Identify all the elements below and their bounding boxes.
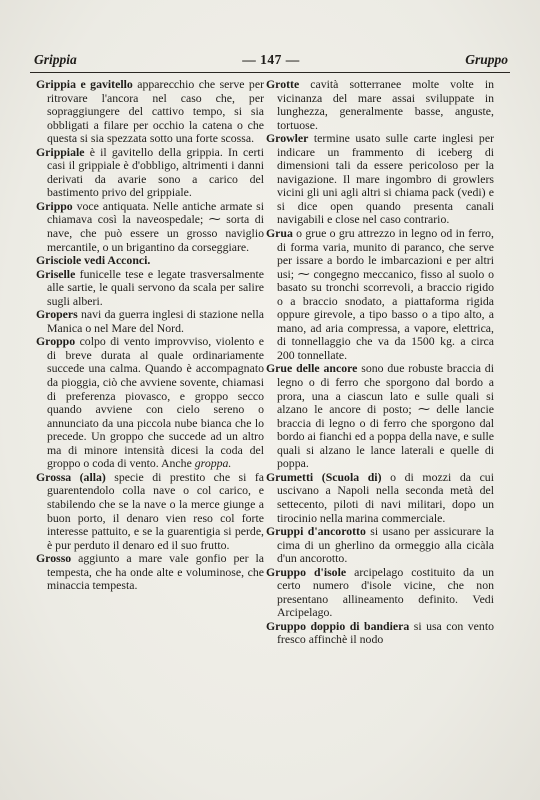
entry-definition: funicelle tese e legate trasversalmente alle sartie, le quali servono da scala per salire sugli alberi. bbox=[47, 266, 264, 308]
left-column bbox=[36, 78, 264, 593]
entry-term: Grue delle ancore bbox=[266, 361, 358, 376]
entry bbox=[36, 471, 264, 552]
entry-definition: colpo di vento improvviso, violento e di breve durata al quale ordinariamente succede una calma. Quando è accompagnato da pioggia, ciò che avviene sovente, chiamasi di preferenza piovasco, e groppo secco quando avviene con cielo sereno o annunciato da una piccola nube bianca che lo precede. Un groppo che succede ad un altro ma di minore intensità dicesi la coda del groppo o coda di vento. Anche bbox=[47, 334, 264, 471]
entry-definition: è il gavitello della grippia. In certi casi il grippiale è d'obbligo, altrimenti i danni derivati da avarie sono a carico del bastimento privo del grippiale. bbox=[47, 144, 264, 200]
header-last-entry: Gruppo bbox=[465, 52, 508, 67]
entry-definition: navi da guerra inglesi di stazione nella Manica o nel Mare del Nord. bbox=[47, 307, 264, 335]
entry-term: Grumetti (Scuola di) bbox=[266, 469, 382, 484]
entry-term: Grippia e gavitello bbox=[36, 77, 133, 91]
entry-italic-tail: groppa. bbox=[194, 456, 232, 471]
entry-term: Gruppo d'isole bbox=[266, 564, 347, 579]
entry bbox=[36, 268, 264, 309]
entry-term: Grotte bbox=[266, 77, 300, 91]
entry-definition: aggiunto a mare vale gonfio per la tempesta, che ha onde alte e voluminose, che minaccia tempesta. bbox=[47, 551, 264, 593]
entry-term: Gruppi d'ancorotto bbox=[266, 524, 366, 539]
page-number: — 147 — bbox=[242, 52, 300, 67]
entry bbox=[36, 552, 264, 593]
entry bbox=[266, 227, 494, 362]
entry-term: Grippo bbox=[36, 198, 73, 213]
entry-term: Groppo bbox=[36, 334, 76, 349]
right-column bbox=[266, 78, 494, 647]
entry-term: Griselle bbox=[36, 266, 76, 281]
entry-definition: o di mozzi da cui uscivano a Napoli nella seconda metà del settecento, piloti di navi militari, dopo un tirocinio nella marina commerciale. bbox=[277, 469, 494, 525]
entry bbox=[266, 362, 494, 470]
entry-term: Gropers bbox=[36, 307, 78, 322]
entry bbox=[36, 78, 264, 146]
entry-term: Grippiale bbox=[36, 144, 85, 159]
entry-definition: apparecchio che serve per ritrovare l'ancora nel caso che, per sopraggiungere del cattivo tempo, si sia obbligati a filare per occhio la catena o che questa si sia spezzata sotto una forte scossa. bbox=[47, 77, 264, 146]
entry-definition: termine usato sulle carte inglesi per indicare un frammento di iceberg di dimensioni tali da essere pericoloso per la navigazione. Il mare ingombro di growlers vicini gli uni agli altri si chiama pack (vedi) e si dice open quando presenta canali navigabili e close nel caso contrario. bbox=[277, 131, 494, 227]
entry bbox=[36, 335, 264, 470]
entry-definition: sono due robuste braccia di legno o di ferro che sporgono dal bordo a prora, una a ciascun lato e sulle quali si alzano le ancore di posto; ⁓ delle lancie braccia di legno o di ferro che sporgono dal bordo ai fianchi ed a poppa della nave, e sulle quali si alzano le lance laterali e quelle di poppa. bbox=[277, 361, 494, 471]
entry-term: Growler bbox=[266, 131, 309, 146]
entry bbox=[266, 525, 494, 566]
entry bbox=[266, 132, 494, 227]
entry bbox=[266, 78, 494, 132]
entry bbox=[36, 146, 264, 200]
entry-definition: si usano per assicurare la cima di un gherlino da ormeggio alla cicàla d'un ancorotto. bbox=[277, 524, 495, 566]
header-first-entry: Grippia bbox=[34, 52, 77, 67]
entry-definition: cavità sotterranee molte volte in vicinanza del mare assai sviluppate in lunghezza, generalmente basse, anguste, tortuose. bbox=[277, 77, 494, 132]
entry bbox=[36, 200, 264, 254]
entry-term: Grisciole vedi Acconci. bbox=[36, 253, 151, 268]
entry bbox=[266, 566, 494, 620]
entry-definition: o grue o gru attrezzo in legno od in ferro, di forma varia, munito di paranco, che serve per issare a bordo le imbarcazioni e per altri usi; ⁓ congegno meccanico, fisso al suolo o basato su tronchi scorrevoli, a braccio rigido o a braccio snodato, a piattaforma rigida oppure girevole, a tipo basso o a tipo alto, a mano, ad aria compressa, a vapore, elettrica, di tonnellaggio che va da 1500 kg. a circa 200 tonnellate. bbox=[277, 226, 494, 362]
header-rule bbox=[30, 72, 510, 73]
entry-definition: specie di prestito che si fa guarentendolo colla nave o col carico, e stabilendo che se la nave o la merce giunge a buon porto, il denaro vien reso col forte interesse pattuito, e se la guarentigia si perde, è pur perduto il denaro ed il suo frutto. bbox=[47, 469, 264, 552]
entry-term: Gruppo doppio di bandiera bbox=[266, 618, 410, 633]
entry bbox=[266, 471, 494, 525]
entry bbox=[36, 254, 264, 268]
entry-term: Grossa (alla) bbox=[36, 469, 106, 484]
entry bbox=[266, 620, 494, 647]
entry bbox=[36, 308, 264, 335]
entry-term: Grosso bbox=[36, 551, 72, 566]
entry-definition: si usa con vento fresco affinchè il nodo bbox=[277, 618, 494, 647]
running-header bbox=[34, 52, 508, 70]
entry-definition: arcipelago costituito da un certo numero d'isole vicine, che non presentano allineamento definito. Vedi Arcipelago. bbox=[277, 564, 495, 620]
entry-term: Grua bbox=[266, 226, 293, 241]
entry-definition: voce antiquata. Nelle antiche armate si chiamava così la naveospedale; ⁓ sorta di nave, che può essere un grosso naviglio mercantile, o un brigantino da corseggiare. bbox=[47, 198, 264, 254]
